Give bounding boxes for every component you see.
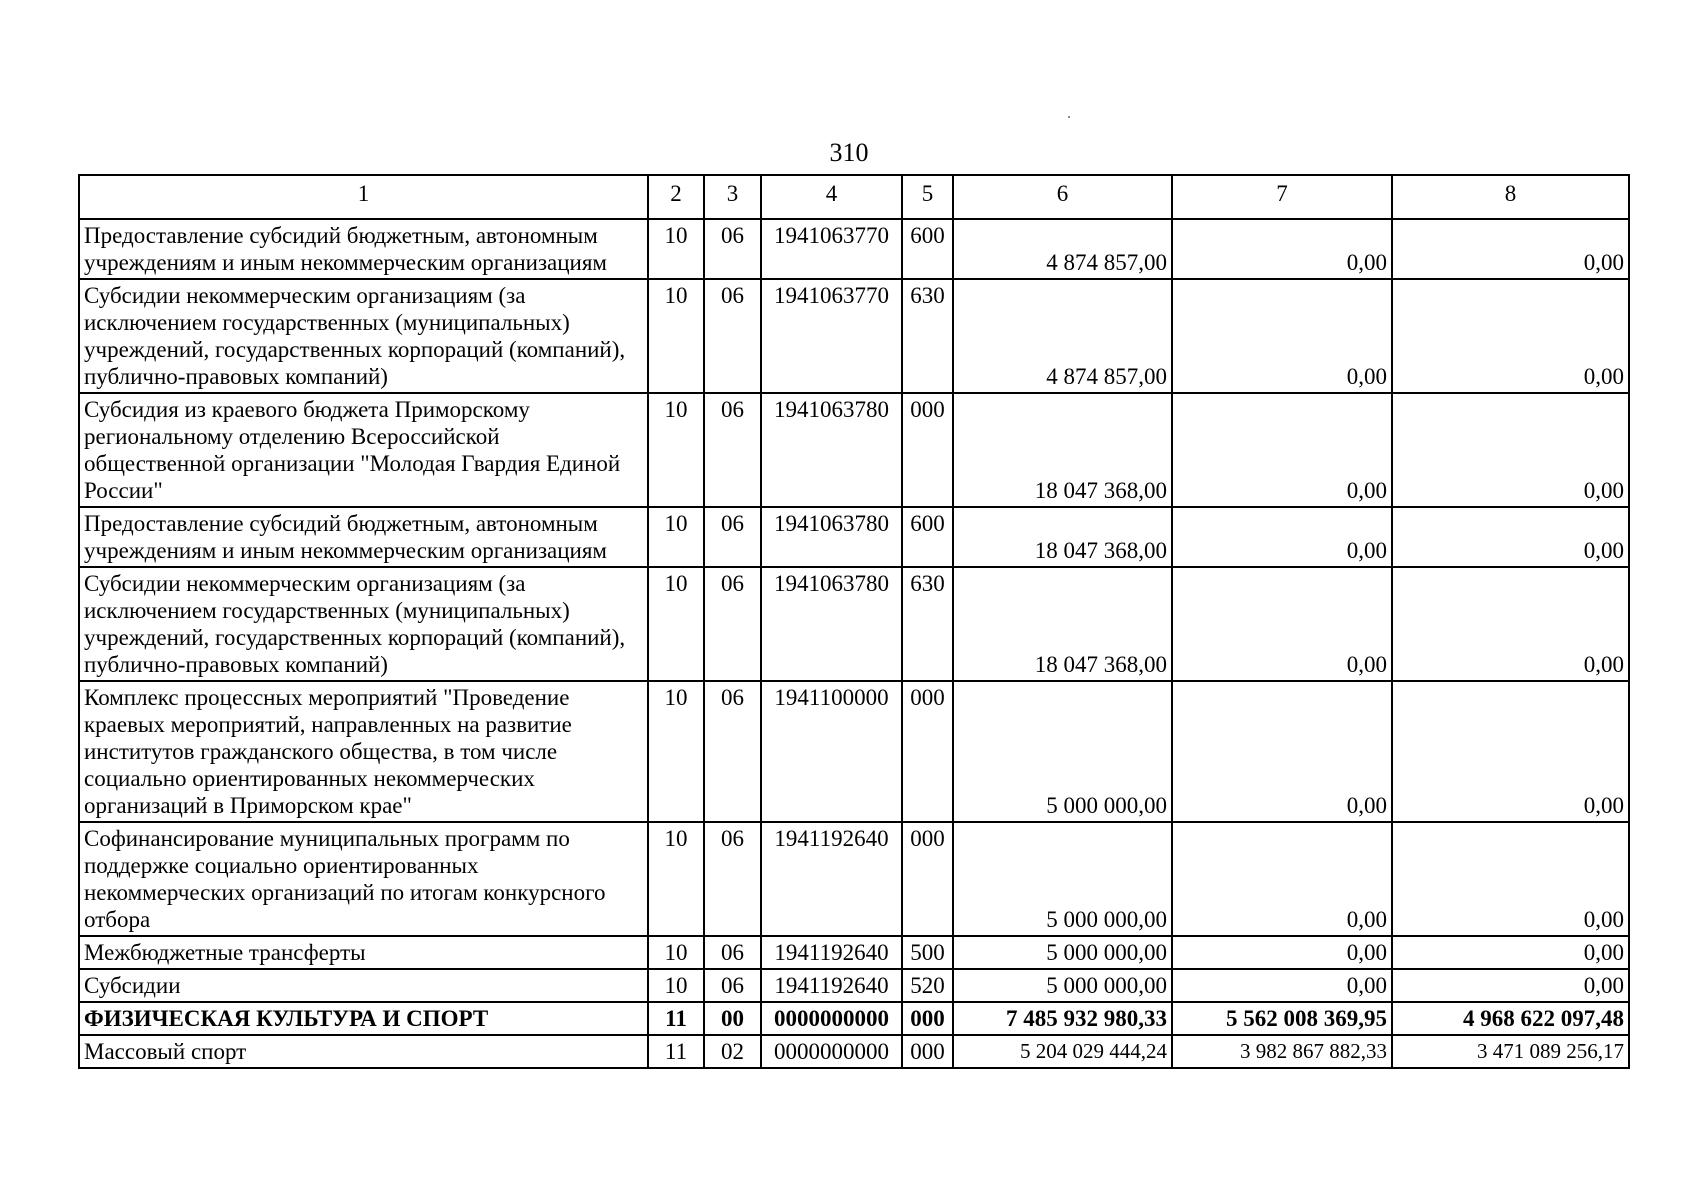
row-name: Комплекс процессных мероприятий "Проведение краевых мероприятий, направленных на развитие институтов гражданского общества, в том числе социально ориентированных некоммерческих организаций в Приморском крае" xyxy=(79,681,648,822)
header-col-8: 8 xyxy=(1392,175,1629,219)
table-row xyxy=(79,969,1629,1002)
row-amount-col7: 0,00 xyxy=(1172,681,1392,822)
row-section: 10 xyxy=(648,219,704,279)
page-number: 310 xyxy=(829,138,869,167)
row-amount-col7: 0,00 xyxy=(1172,279,1392,393)
row-target-code: 0000000000 xyxy=(761,1035,902,1068)
row-name: Предоставление субсидий бюджетным, автономным учреждениям и иным некоммерческим организациям xyxy=(79,219,648,279)
row-amount-col8: 0,00 xyxy=(1392,681,1629,822)
row-section: 10 xyxy=(648,393,704,507)
row-amount-col6: 18 047 368,00 xyxy=(953,393,1172,507)
header-col-2: 2 xyxy=(648,175,704,219)
row-target-code: 1941063780 xyxy=(761,507,902,567)
row-section: 11 xyxy=(648,1035,704,1068)
row-target-code: 1941192640 xyxy=(761,969,902,1002)
row-subsection: 06 xyxy=(704,936,761,969)
table-row xyxy=(79,936,1629,969)
row-subsection: 06 xyxy=(704,219,761,279)
row-amount-col6: 18 047 368,00 xyxy=(953,567,1172,681)
header-row xyxy=(79,175,1629,219)
row-amount-col6: 5 000 000,00 xyxy=(953,969,1172,1002)
table-row xyxy=(79,279,1629,393)
row-section: 10 xyxy=(648,567,704,681)
table-row xyxy=(79,1035,1629,1068)
table-row-section-total xyxy=(79,1002,1629,1035)
row-target-code: 1941100000 xyxy=(761,681,902,822)
row-section: 11 xyxy=(648,1002,704,1035)
row-section: 10 xyxy=(648,279,704,393)
row-amount-col8: 0,00 xyxy=(1392,393,1629,507)
row-section: 10 xyxy=(648,507,704,567)
row-name: Межбюджетные трансферты xyxy=(79,936,648,969)
row-amount-col6: 4 874 857,00 xyxy=(953,219,1172,279)
row-amount-col6: 5 000 000,00 xyxy=(953,936,1172,969)
row-amount-col8: 0,00 xyxy=(1392,507,1629,567)
row-target-code: 1941063770 xyxy=(761,279,902,393)
header-col-4: 4 xyxy=(761,175,902,219)
row-name: Предоставление субсидий бюджетным, автономным учреждениям и иным некоммерческим организациям xyxy=(79,507,648,567)
row-amount-col7: 3 982 867 882,33 xyxy=(1172,1035,1392,1068)
header-col-5: 5 xyxy=(902,175,953,219)
table-row xyxy=(79,681,1629,822)
row-amount-col7: 0,00 xyxy=(1172,507,1392,567)
row-expense-type: 630 xyxy=(902,279,953,393)
row-subsection: 06 xyxy=(704,393,761,507)
row-amount-col6: 7 485 932 980,33 xyxy=(953,1002,1172,1035)
row-section: 10 xyxy=(648,681,704,822)
row-expense-type: 500 xyxy=(902,936,953,969)
row-target-code: 1941192640 xyxy=(761,936,902,969)
row-target-code: 1941063780 xyxy=(761,567,902,681)
row-subsection: 02 xyxy=(704,1035,761,1068)
row-section: 10 xyxy=(648,822,704,936)
row-subsection: 06 xyxy=(704,822,761,936)
row-expense-type: 000 xyxy=(902,1002,953,1035)
row-amount-col8: 0,00 xyxy=(1392,822,1629,936)
row-expense-type: 000 xyxy=(902,822,953,936)
row-target-code: 1941192640 xyxy=(761,822,902,936)
table-row xyxy=(79,393,1629,507)
row-amount-col6: 18 047 368,00 xyxy=(953,507,1172,567)
row-name: ФИЗИЧЕСКАЯ КУЛЬТУРА И СПОРТ xyxy=(79,1002,648,1035)
row-expense-type: 600 xyxy=(902,219,953,279)
header-col-1: 1 xyxy=(79,175,648,219)
row-name: Субсидии xyxy=(79,969,648,1002)
row-amount-col6: 4 874 857,00 xyxy=(953,279,1172,393)
header-col-6: 6 xyxy=(953,175,1172,219)
row-subsection: 06 xyxy=(704,567,761,681)
budget-table xyxy=(78,174,1630,1069)
row-expense-type: 600 xyxy=(902,507,953,567)
row-amount-col6: 5 000 000,00 xyxy=(953,822,1172,936)
row-expense-type: 000 xyxy=(902,393,953,507)
row-expense-type: 520 xyxy=(902,969,953,1002)
row-section: 10 xyxy=(648,969,704,1002)
scan-speck xyxy=(1068,116,1070,118)
row-name: Софинансирование муниципальных программ по поддержке социально ориентированных некоммерческих организаций по итогам конкурсного отбора xyxy=(79,822,648,936)
row-amount-col7: 0,00 xyxy=(1172,822,1392,936)
row-amount-col7: 0,00 xyxy=(1172,219,1392,279)
row-amount-col7: 0,00 xyxy=(1172,567,1392,681)
table-row xyxy=(79,822,1629,936)
row-amount-col8: 0,00 xyxy=(1392,567,1629,681)
row-name: Субсидия из краевого бюджета Приморскому региональному отделению Всероссийской общественной организации "Молодая Гвардия Единой России" xyxy=(79,393,648,507)
row-expense-type: 000 xyxy=(902,1035,953,1068)
table-row xyxy=(79,567,1629,681)
row-amount-col8: 0,00 xyxy=(1392,219,1629,279)
row-amount-col6: 5 000 000,00 xyxy=(953,681,1172,822)
row-amount-col6: 5 204 029 444,24 xyxy=(953,1035,1172,1068)
row-amount-col7: 5 562 008 369,95 xyxy=(1172,1002,1392,1035)
row-amount-col8: 0,00 xyxy=(1392,279,1629,393)
row-expense-type: 630 xyxy=(902,567,953,681)
row-subsection: 06 xyxy=(704,969,761,1002)
row-target-code: 0000000000 xyxy=(761,1002,902,1035)
row-subsection: 00 xyxy=(704,1002,761,1035)
row-target-code: 1941063770 xyxy=(761,219,902,279)
row-amount-col8: 0,00 xyxy=(1392,969,1629,1002)
row-subsection: 06 xyxy=(704,681,761,822)
row-amount-col7: 0,00 xyxy=(1172,969,1392,1002)
row-expense-type: 000 xyxy=(902,681,953,822)
header-col-3: 3 xyxy=(704,175,761,219)
row-target-code: 1941063780 xyxy=(761,393,902,507)
header-col-7: 7 xyxy=(1172,175,1392,219)
row-amount-col8: 3 471 089 256,17 xyxy=(1392,1035,1629,1068)
row-amount-col8: 4 968 622 097,48 xyxy=(1392,1002,1629,1035)
row-amount-col8: 0,00 xyxy=(1392,936,1629,969)
row-amount-col7: 0,00 xyxy=(1172,393,1392,507)
row-amount-col7: 0,00 xyxy=(1172,936,1392,969)
table-row xyxy=(79,507,1629,567)
row-section: 10 xyxy=(648,936,704,969)
row-name: Субсидии некоммерческим организациям (за исключением государственных (муниципальных) учреждений, государственных корпораций (компаний), публично-правовых компаний) xyxy=(79,567,648,681)
row-subsection: 06 xyxy=(704,279,761,393)
table-row xyxy=(79,219,1629,279)
row-name: Субсидии некоммерческим организациям (за исключением государственных (муниципальных) учреждений, государственных корпораций (компаний), публично-правовых компаний) xyxy=(79,279,648,393)
row-subsection: 06 xyxy=(704,507,761,567)
row-name: Массовый спорт xyxy=(79,1035,648,1068)
